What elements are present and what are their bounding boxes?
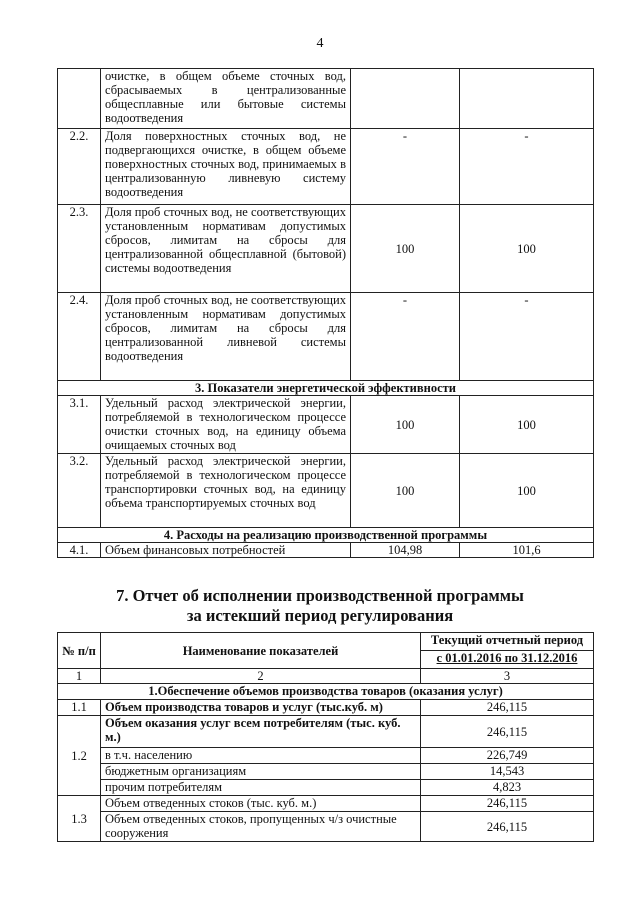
- header-row: [58, 633, 594, 651]
- table-row: [58, 543, 594, 558]
- cell-name: прочим потребителям: [101, 780, 421, 796]
- cell-value: 100: [460, 396, 594, 454]
- heading-line-1: 7. Отчет об исполнении производственной программы: [116, 586, 524, 605]
- section-title: 1.Обеспечение объемов производства товаров (оказания услуг): [58, 684, 594, 700]
- cell-text: Доля поверхностных сточных вод, не подвергающихся очистке, в общем объеме поверхностных сточных вод, принимаемых в централизованную ливневую систему водоотведения: [101, 129, 351, 205]
- report-table: [57, 632, 594, 842]
- cell-value: 100: [351, 454, 460, 528]
- section-row: [58, 684, 594, 700]
- cell-text: очистке, в общем объеме сточных вод, сбрасываемых в централизованные общесплавные или бытовые системы водоотведения: [101, 69, 351, 129]
- table-row: [58, 700, 594, 716]
- cell-value: 100: [460, 205, 594, 293]
- table-row: [58, 796, 594, 812]
- cell-num: 1.1: [58, 700, 101, 716]
- cell-text: Доля проб сточных вод, не соответствующих установленным нормативам допустимых сбросов, лимитам на сбросы для централизованной ливневой системы водоотведения: [101, 293, 351, 381]
- cell-name: Объем отведенных стоков, пропущенных ч/з очистные сооружения: [101, 812, 421, 842]
- indicators-table: [57, 68, 594, 558]
- cell-name: бюджетным организациям: [101, 764, 421, 780]
- cell-value: -: [351, 293, 460, 381]
- table-row: [58, 454, 594, 528]
- cell-text: Доля проб сточных вод, не соответствующих установленным нормативам допустимых сбросов, лимитам на сбросы для централизованной общесплавной (бытовой) системы водоотведения: [101, 205, 351, 293]
- cell-text: Объем финансовых потребностей: [101, 543, 351, 558]
- cell-num: 1.3: [58, 796, 101, 842]
- header-name: Наименование показателей: [101, 633, 421, 669]
- cell-value: 101,6: [460, 543, 594, 558]
- table-row: [58, 293, 594, 381]
- cell-value: 100: [351, 205, 460, 293]
- cell-value: -: [460, 293, 594, 381]
- cell-value: 246,115: [421, 716, 594, 748]
- cell-num: 1.2: [58, 716, 101, 796]
- table-row: [58, 396, 594, 454]
- table-row: [58, 716, 594, 748]
- cell-text: Удельный расход электрической энергии, потребляемой в технологическом процессе транспортировки сточных вод, на единицу объема транспортируемых сточных вод: [101, 454, 351, 528]
- cell-num: 2.3.: [58, 205, 101, 293]
- heading-line-2: за истекший период регулирования: [186, 606, 454, 625]
- cell-value: [460, 69, 594, 129]
- cell-value: 14,543: [421, 764, 594, 780]
- cell-name: Объем производства товаров и услуг (тыс.куб. м): [101, 700, 421, 716]
- cell-num: 4.1.: [58, 543, 101, 558]
- cell-num: 3.1.: [58, 396, 101, 454]
- table-row: [58, 748, 594, 764]
- cell-num: 3.2.: [58, 454, 101, 528]
- cell-num: [58, 69, 101, 129]
- cell-name: Объем оказания услуг всем потребителям (тыс. куб. м.): [101, 716, 421, 748]
- cell-value: 104,98: [351, 543, 460, 558]
- cell-value: 246,115: [421, 812, 594, 842]
- table-row: [58, 205, 594, 293]
- section-title: 4. Расходы на реализацию производственной программы: [58, 528, 594, 543]
- cell-value: -: [351, 129, 460, 205]
- cell-value: 4,823: [421, 780, 594, 796]
- table-row: [58, 780, 594, 796]
- header-num: № п/п: [58, 633, 101, 669]
- cell-value: [351, 69, 460, 129]
- index-cell: 3: [421, 669, 594, 684]
- cell-text: Удельный расход электрической энергии, потребляемой в технологическом процессе очистки сточных вод, на единицу объема очищаемых сточных вод: [101, 396, 351, 454]
- cell-value: -: [460, 129, 594, 205]
- section-row: [58, 528, 594, 543]
- section-heading: [0, 586, 640, 626]
- table-row: [58, 129, 594, 205]
- table-row: [58, 764, 594, 780]
- cell-num: 2.4.: [58, 293, 101, 381]
- page-number: 4: [316, 36, 324, 51]
- header-dates: с 01.01.2016 по 31.12.2016: [421, 651, 594, 669]
- index-row: [58, 669, 594, 684]
- cell-name: в т.ч. населению: [101, 748, 421, 764]
- table-row: [58, 812, 594, 842]
- cell-value: 246,115: [421, 796, 594, 812]
- index-cell: 1: [58, 669, 101, 684]
- section-title: 3. Показатели энергетической эффективности: [58, 381, 594, 396]
- cell-num: 2.2.: [58, 129, 101, 205]
- cell-value: 226,749: [421, 748, 594, 764]
- cell-name: Объем отведенных стоков (тыс. куб. м.): [101, 796, 421, 812]
- cell-value: 100: [460, 454, 594, 528]
- cell-value: 100: [351, 396, 460, 454]
- cell-value: 246,115: [421, 700, 594, 716]
- header-period: Текущий отчетный период: [421, 633, 594, 651]
- table-row: [58, 69, 594, 129]
- section-row: [58, 381, 594, 396]
- index-cell: 2: [101, 669, 421, 684]
